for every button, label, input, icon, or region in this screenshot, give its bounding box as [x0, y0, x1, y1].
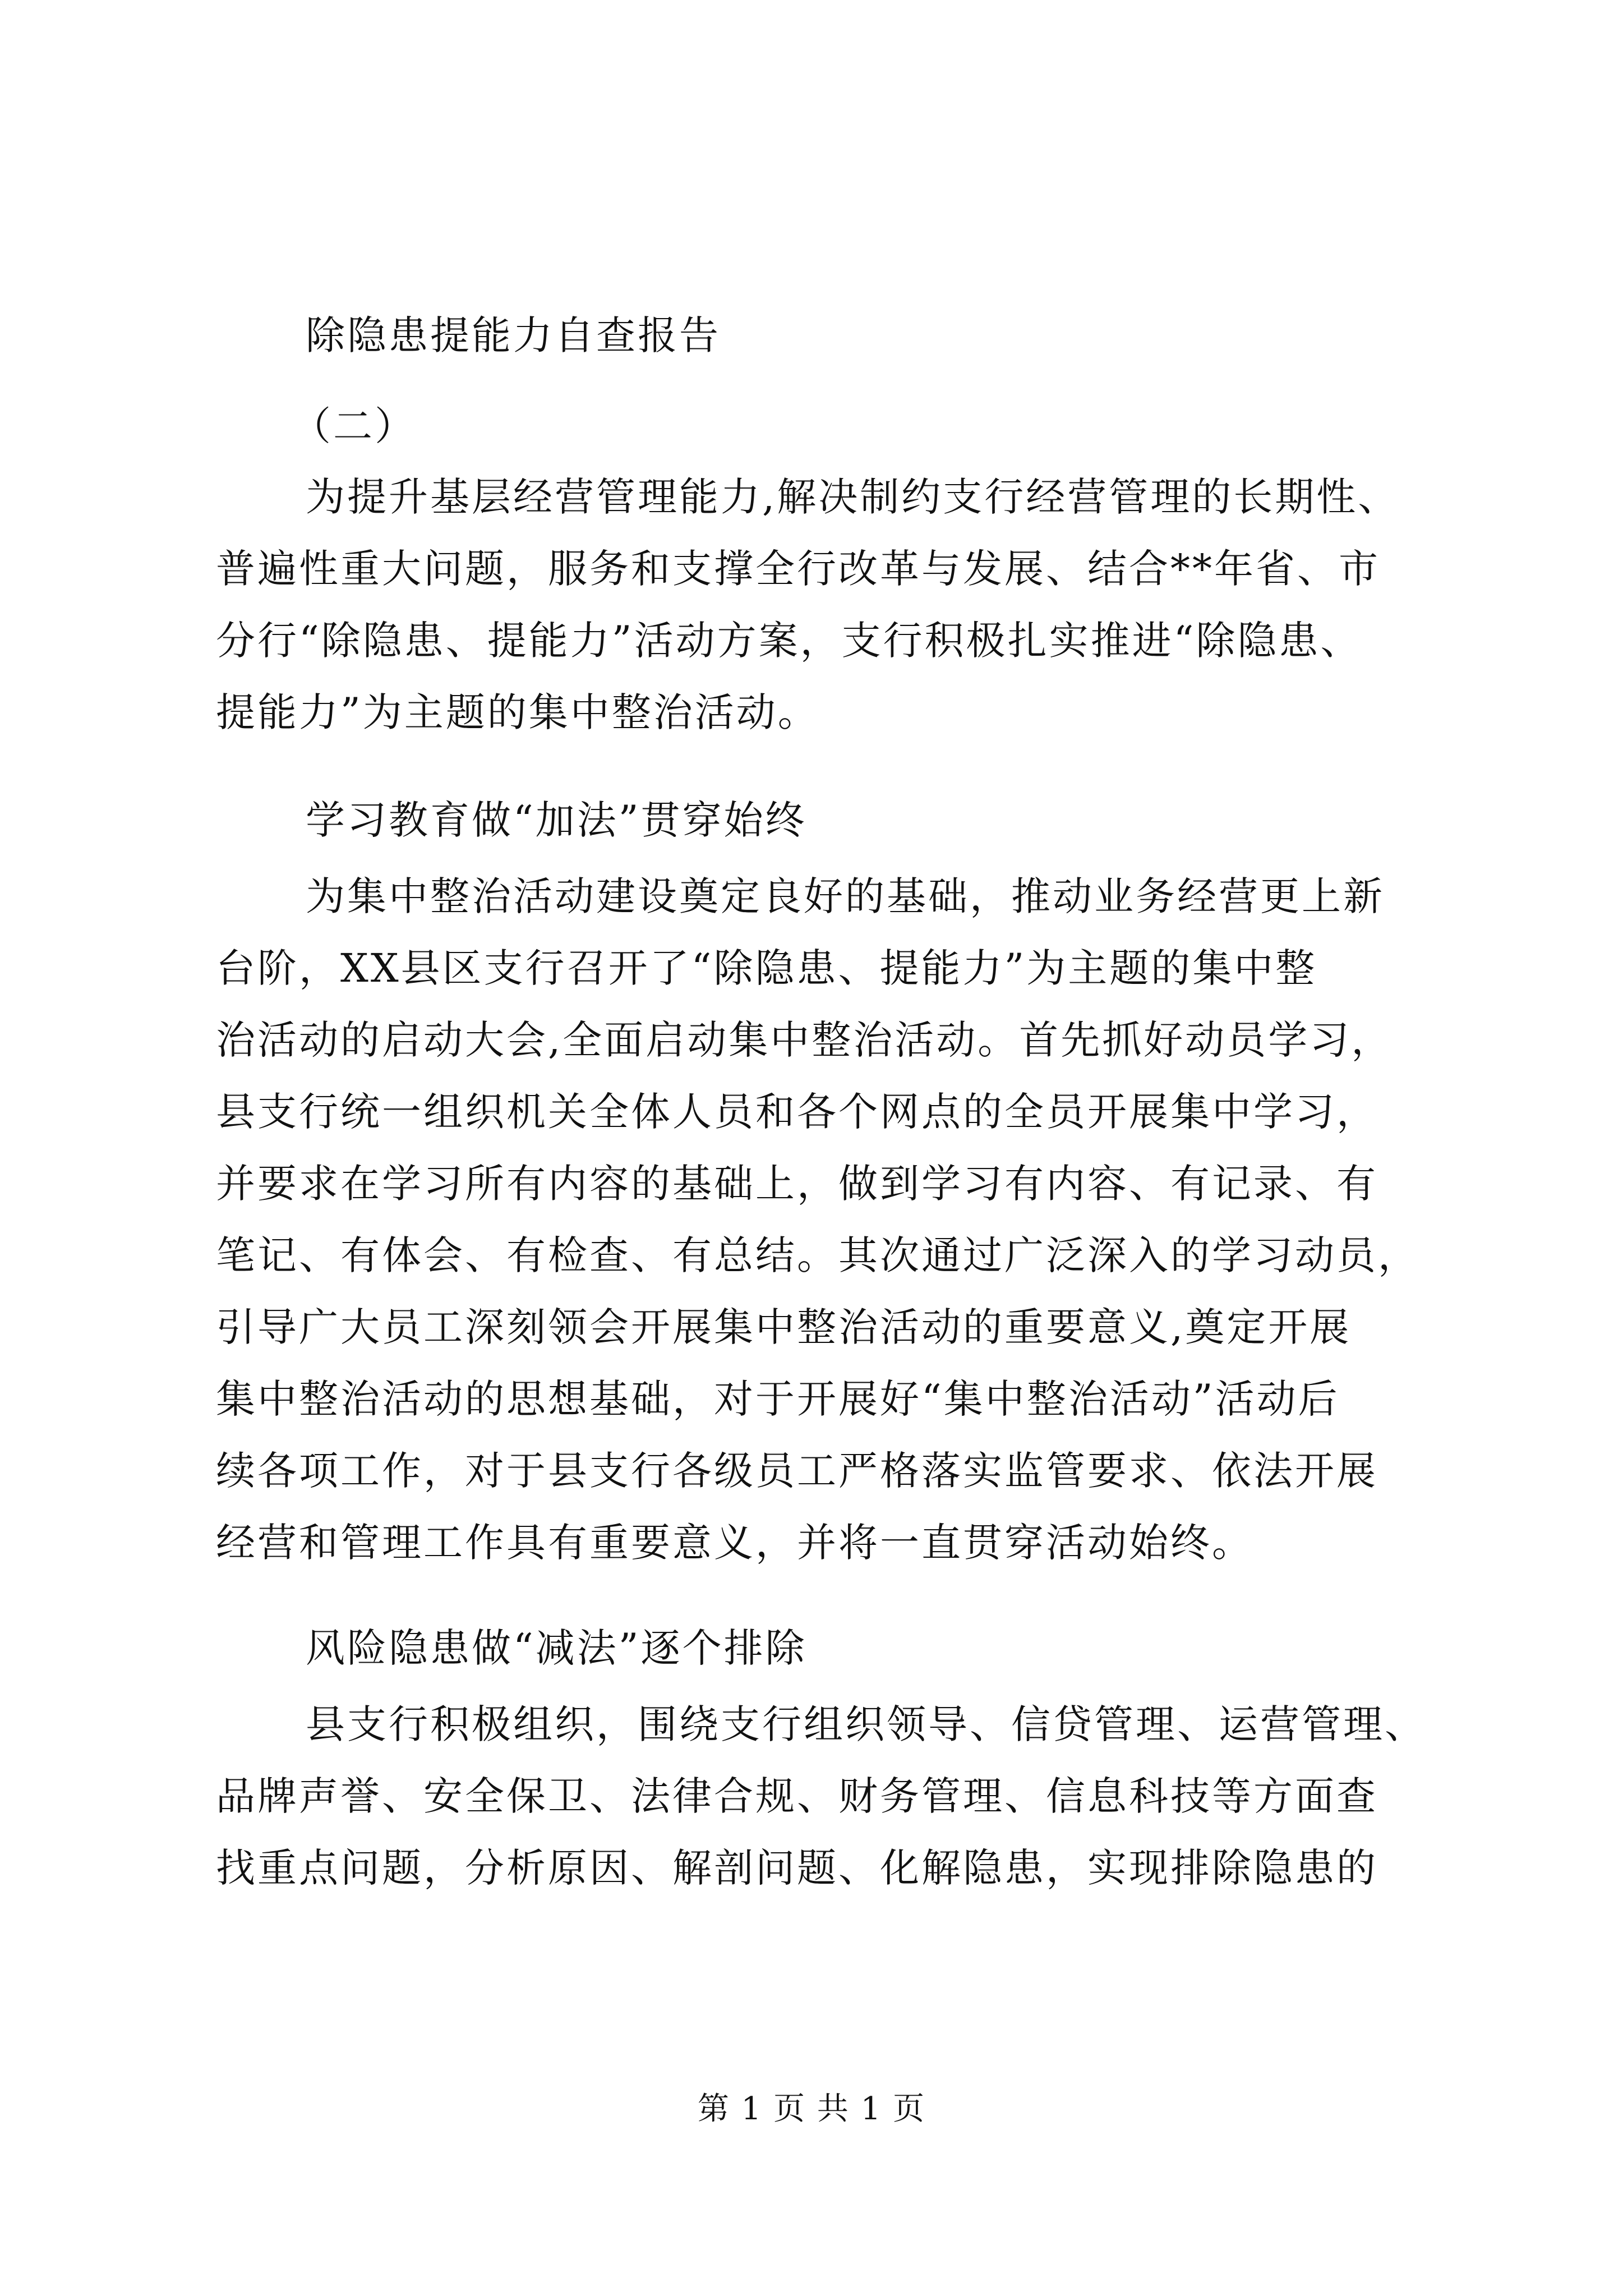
- section-heading-learning: 学习教育做“加法”贯穿始终: [306, 797, 807, 843]
- paragraph-line: 治活动的启动大会,全面启动集中整治活动。首先抓好动员学习，: [216, 1017, 1393, 1063]
- paragraph-line: 提能力”为主题的集中整治活动。: [216, 689, 819, 735]
- paragraph-line: 分行“除隐患、提能力”活动方案，支行积极扎实推进“除隐患、: [216, 618, 1362, 664]
- paragraph-line: 集中整治活动的思想基础，对于开展好“集中整治活动”活动后: [216, 1376, 1340, 1422]
- paragraph-line: 台阶，XX县区支行召开了“除隐患、提能力”为主题的集中整: [216, 945, 1317, 991]
- paragraph-line: 续各项工作，对于县支行各级员工严格落实监管要求、依法开展: [216, 1448, 1378, 1494]
- paragraph-line: 普遍性重大问题，服务和支撑全行改革与发展、结合**年省、市: [216, 546, 1380, 592]
- paragraph-line: 县支行统一组织机关全体人员和各个网点的全员开展集中学习，: [216, 1089, 1378, 1135]
- paragraph-line: 并要求在学习所有内容的基础上，做到学习有内容、有记录、有: [216, 1161, 1378, 1207]
- page-footer: 第 1 页 共 1 页: [697, 2091, 926, 2127]
- paragraph-line: 县支行积极组织，围绕支行组织领导、信贷管理、运营管理、: [306, 1701, 1426, 1747]
- paragraph-line: 找重点问题，分析原因、解剖问题、化解隐患，实现排除隐患的: [216, 1845, 1378, 1891]
- document-title: 除隐患提能力自查报告: [306, 312, 721, 358]
- paragraph-line: 经营和管理工作具有重要意义，并将一直贯穿活动始终。: [216, 1520, 1253, 1566]
- paragraph-line: 为集中整治活动建设奠定良好的基础，推动业务经营更上新: [306, 873, 1385, 919]
- document-subtitle: （二）: [292, 403, 416, 449]
- paragraph-line: 为提升基层经营管理能力,解决制约支行经营管理的长期性、: [306, 474, 1400, 520]
- paragraph-line: 品牌声誉、安全保卫、法律合规、财务管理、信息科技等方面查: [216, 1773, 1378, 1819]
- paragraph-line: 笔记、有体会、有检查、有总结。其次通过广泛深入的学习动员，: [216, 1232, 1419, 1278]
- section-heading-risk: 风险隐患做“减法”逐个排除: [306, 1625, 807, 1671]
- paragraph-line: 引导广大员工深刻领会开展集中整治活动的重要意义,奠定开展: [216, 1304, 1352, 1350]
